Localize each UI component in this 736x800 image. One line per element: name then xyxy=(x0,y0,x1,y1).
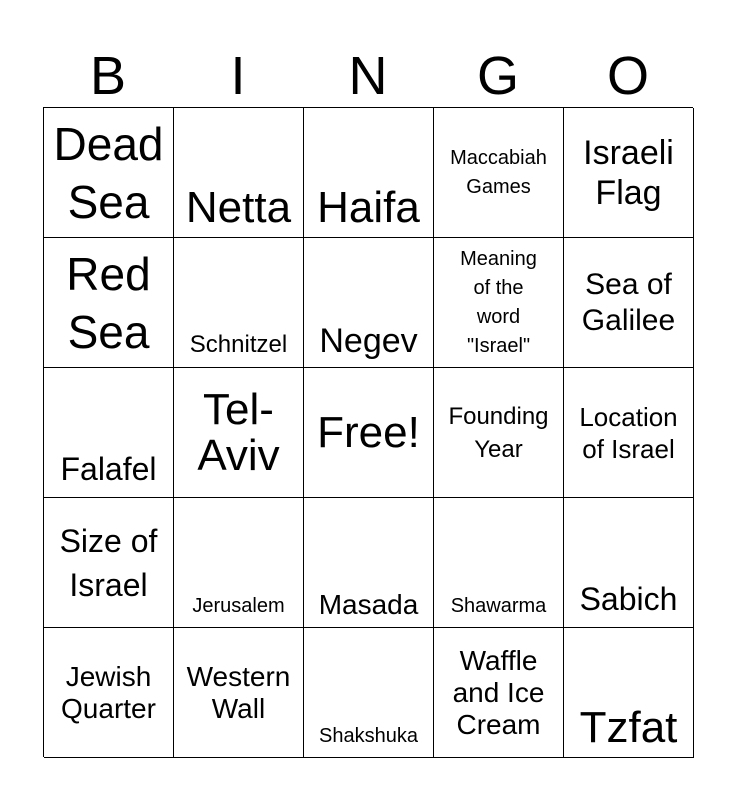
cell-label: Sabich xyxy=(579,581,678,617)
cell-label: Maccabiah Games xyxy=(450,146,547,198)
bingo-cell-r2c3[interactable] xyxy=(304,238,434,368)
bingo-cell-r5c3[interactable] xyxy=(304,628,434,758)
cell-label: Western Wall xyxy=(186,660,291,724)
cell-label: Negev xyxy=(319,322,418,360)
cell-label: Size of Israel xyxy=(59,522,158,603)
header-letter-g: G xyxy=(476,46,519,106)
bingo-cell-r1c5[interactable] xyxy=(564,108,694,238)
cell-label: Meaning of the word "Israel" xyxy=(460,247,537,357)
cell-label: Haifa xyxy=(317,183,420,232)
bingo-cell-r5c4[interactable] xyxy=(434,628,564,758)
cell-label: Red Sea xyxy=(66,247,151,358)
header-letter-n: N xyxy=(348,46,388,106)
cell-label: Jerusalem xyxy=(192,595,285,617)
bingo-cell-r1c2[interactable] xyxy=(174,108,304,238)
header-letter-o: O xyxy=(606,46,649,106)
cell-label: Dead Sea xyxy=(53,117,164,228)
cell-label: Founding Year xyxy=(448,402,549,463)
bingo-cell-r4c3[interactable] xyxy=(304,498,434,628)
bingo-cell-r5c2[interactable] xyxy=(174,628,304,758)
cell-label: Sea of Galilee xyxy=(581,267,676,337)
cell-label: Israeli Flag xyxy=(583,133,674,212)
bingo-cell-r5c1[interactable] xyxy=(44,628,174,758)
cell-label: Shawarma xyxy=(450,595,547,617)
cell-label: Tel- Aviv xyxy=(197,384,280,480)
bingo-cell-r3c4[interactable] xyxy=(434,368,564,498)
cell-label: Netta xyxy=(185,183,292,232)
bingo-cell-r2c4[interactable] xyxy=(434,238,564,368)
bingo-cell-r2c1[interactable] xyxy=(44,238,174,368)
bingo-cell-r5c5[interactable] xyxy=(564,628,694,758)
cell-label: Masada xyxy=(318,589,419,620)
bingo-cell-r4c1[interactable] xyxy=(44,498,174,628)
cell-label: Free! xyxy=(317,407,420,457)
bingo-cell-r2c2[interactable] xyxy=(174,238,304,368)
bingo-cell-r4c4[interactable] xyxy=(434,498,564,628)
bingo-cell-r4c2[interactable] xyxy=(174,498,304,628)
cell-label: Location of Israel xyxy=(579,401,678,464)
bingo-cell-r1c4[interactable] xyxy=(434,108,564,238)
header-letter-i: I xyxy=(230,46,246,106)
bingo-cell-r3c2[interactable] xyxy=(174,368,304,498)
bingo-cell-r3c5[interactable] xyxy=(564,368,694,498)
bingo-cell-r1c1[interactable] xyxy=(44,108,174,238)
cell-label: Jewish Quarter xyxy=(61,660,156,724)
bingo-cell-r4c5[interactable] xyxy=(564,498,694,628)
cell-label: Falafel xyxy=(60,451,157,487)
bingo-cell-r2c5[interactable] xyxy=(564,238,694,368)
bingo-cell-r3c1[interactable] xyxy=(44,368,174,498)
bingo-board xyxy=(43,107,693,757)
cell-label: Shakshuka xyxy=(319,725,418,747)
cell-label: Schnitzel xyxy=(189,331,288,358)
cell-label: Tzfat xyxy=(579,703,678,752)
bingo-cell-r3c3[interactable] xyxy=(304,368,434,498)
bingo-header xyxy=(43,44,693,108)
cell-label: Waffle and Ice Cream xyxy=(452,644,545,740)
bingo-cell-r1c3[interactable] xyxy=(304,108,434,238)
header-letter-b: B xyxy=(89,46,127,106)
